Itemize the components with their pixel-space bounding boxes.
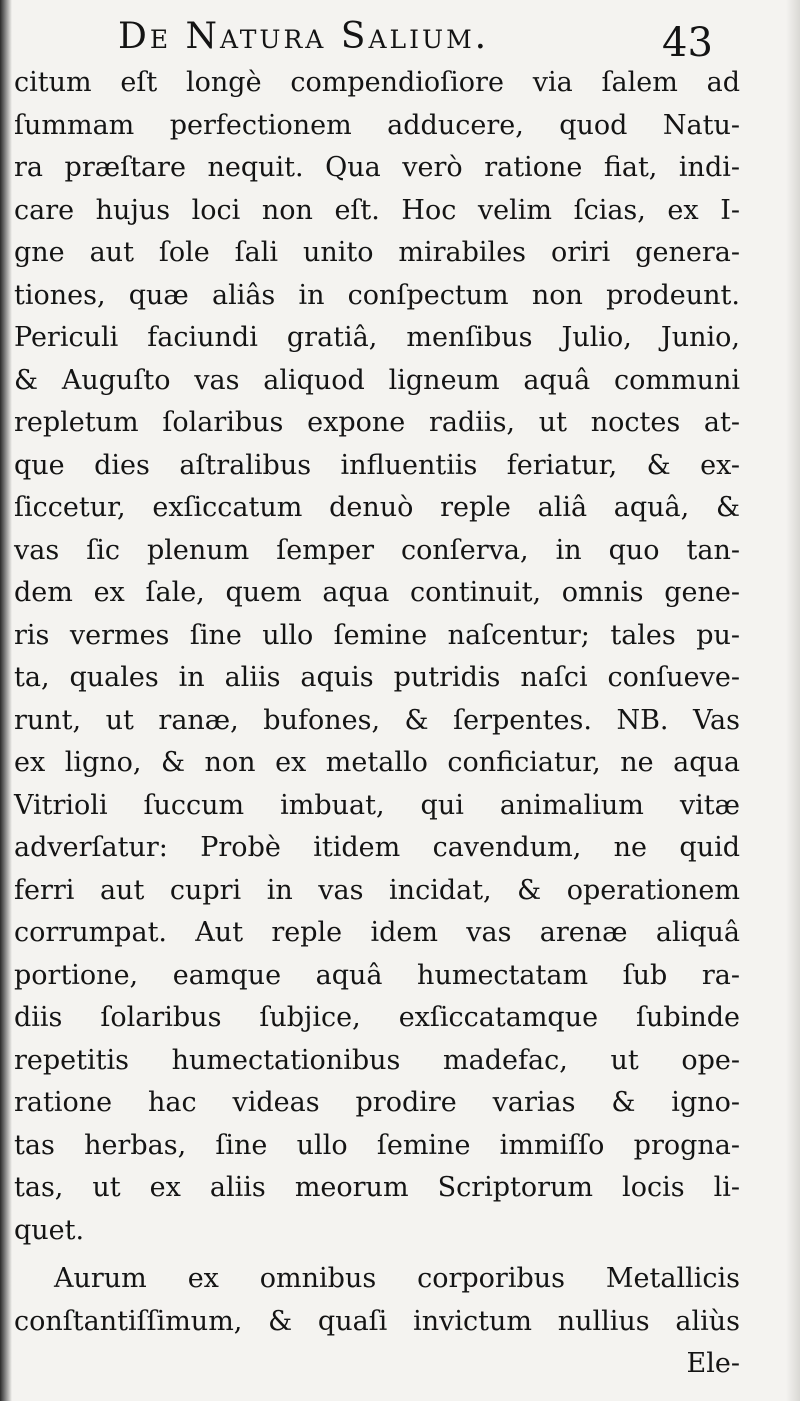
text-line: dem ex ſale, quem aqua continuit, omnis gene- <box>14 577 740 608</box>
catchword: Ele- <box>686 1348 740 1379</box>
text-line: citum eſt longè compendioſiore via ſalem ad <box>14 67 740 98</box>
text-line: runt, ut ranæ, bufones, & ſerpentes. NB. Vas <box>14 704 740 736</box>
text-line: ra præſtare nequit. Qua verò ratione fiat, indi- <box>14 152 740 183</box>
text-line: tiones, quæ aliâs in conſpectum non prodeunt. <box>14 279 740 311</box>
text-line: Vitrioli ſuccum imbuat, qui animalium vitæ <box>14 789 740 821</box>
text-line: repetitis humectationibus madefac, ut ope- <box>14 1044 740 1076</box>
text-line: tas herbas, ſine ullo ſemine immiſſo progna- <box>14 1129 740 1161</box>
page-header <box>0 8 800 64</box>
text-line: ſummam perfectionem adducere, quod Natu- <box>14 109 740 141</box>
text-line: ſiccetur, exſiccatum denuò reple aliâ aquâ, & <box>14 492 740 523</box>
text-line: quet. <box>14 1214 85 1246</box>
scan-edge-shadow <box>0 0 12 1401</box>
text-line: que dies aſtralibus influentiis feriatur, & ex- <box>14 449 740 481</box>
text-line: & Auguſto vas aliquod ligneum aquâ communi <box>14 364 740 396</box>
text-line: Aurum ex omnibus corporibus Metallicis <box>54 1263 740 1294</box>
running-head: De Natura Salium. <box>118 16 490 57</box>
text-line: portione, eamque aquâ humectatam ſub ra- <box>14 959 740 991</box>
page-number: 43 <box>662 20 713 66</box>
text-line: corrumpat. Aut reple idem vas arenæ aliquâ <box>14 917 740 948</box>
body-text <box>14 62 740 1386</box>
text-line: ferri aut cupri in vas incidat, & operationem <box>14 874 740 906</box>
text-line: adverſatur: Probè itidem cavendum, ne quid <box>14 832 740 863</box>
scan-edge-right <box>786 0 800 1401</box>
text-line: ta, quales in aliis aquis putridis naſci conſueve- <box>14 662 740 693</box>
paragraph-1 <box>14 62 740 1252</box>
text-line: repletum ſolaribus expone radiis, ut noctes at- <box>14 407 740 438</box>
text-line: tas, ut ex aliis meorum Scriptorum locis li- <box>14 1172 740 1203</box>
text-line: gne aut ſole ſali unito mirabiles oriri genera- <box>14 237 740 268</box>
text-line: diis ſolaribus ſubjice, exſiccatamque ſubinde <box>14 1002 740 1033</box>
text-line: Periculi faciundi gratiâ, menſibus Julio, Junio, <box>14 322 740 353</box>
text-line: care hujus loci non eſt. Hoc velim ſcias, ex I- <box>14 194 740 226</box>
text-line: ex ligno, & non ex metallo conficiatur, ne aqua <box>14 747 740 778</box>
text-line: vas ſic plenum ſemper conſerva, in quo tan- <box>14 534 740 566</box>
text-line: ratione hac videas prodire varias & igno- <box>14 1087 740 1118</box>
text-line: conſtantiſſimum, & quaſi invictum nullius aliùs <box>14 1305 740 1337</box>
paragraph-2 <box>14 1258 740 1386</box>
text-line: ris vermes ſine ullo ſemine naſcentur; tales pu- <box>14 619 740 651</box>
